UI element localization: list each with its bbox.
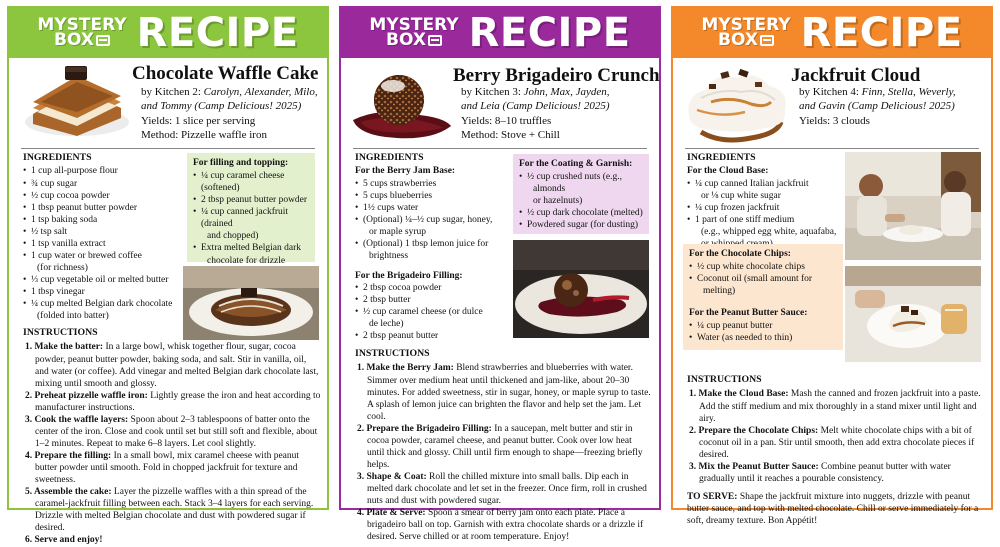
recipe-meta — [141, 85, 318, 142]
box-heading: For filling and topping: — [193, 158, 289, 168]
kitchen-credit-cont: and Leia (Camp Delicious! 2025) — [461, 100, 610, 113]
box-item: • Powdered sugar (for dusting) — [519, 219, 643, 231]
box-icon — [96, 35, 110, 46]
recipe-card-berry-brigadeiro-crunch — [339, 6, 661, 543]
recipe-title: Chocolate Waffle Cake — [132, 63, 319, 84]
recipe-title: Jackfruit Cloud — [791, 65, 921, 86]
ingredient-item-cont: brightness — [369, 250, 409, 261]
ingredient-item: • 2 tbsp cocoa powder — [355, 282, 515, 294]
ingredient-item: • 2 tbsp butter — [355, 294, 515, 306]
ingredient-item: • 1 tbsp peanut butter powder — [23, 202, 187, 214]
ingredients-list — [355, 152, 515, 342]
section-heading: For the Brigadeiro Filling: — [355, 270, 463, 281]
ingredient-item: • 1 cup water or brewed coffee — [23, 250, 187, 262]
recipe-card-chocolate-waffle-cake — [7, 6, 329, 546]
ingredient-item: • 1 cup all-purpose flour — [23, 165, 187, 177]
instruction-step: 2. Prepare the Chocolate Chips: Melt white chocolate chips with a bit of coconut oil in a pan. Stir until smooth, then add extra chocolate pieces if desired. — [689, 425, 975, 460]
ingredient-item: • Water (as needed to thin) — [689, 332, 837, 344]
instructions-heading: INSTRUCTIONS — [23, 327, 98, 338]
recipe-word: RECIPE — [468, 10, 631, 56]
divider — [353, 148, 647, 149]
ingredient-item: • Coconut oil (small amount for — [689, 273, 837, 285]
ingredient-item: • ¼ cup melted Belgian dark chocolate — [23, 298, 187, 310]
ingredient-item: • ¼ cup canned Italian jackfruit — [687, 178, 843, 190]
section-heading: For the Peanut Butter Sauce: — [689, 308, 808, 319]
filling-topping-box — [187, 153, 315, 266]
ingredient-item: • 5 cups strawberries — [355, 178, 515, 190]
mystery-box-logo: MYSTERY BOX — [701, 15, 791, 50]
ingredients-heading: INGREDIENTS — [23, 152, 92, 163]
kitchen-credit: by Kitchen 2: Carolyn, Alexander, Milo, — [141, 86, 318, 98]
instruction-step: 1. Make the batter: In a large bowl, whisk together flour, sugar, cocoa powder, peanut butter powder, baking soda, and salt. Stir in vanilla, oil, and water (or coffee). Add vinegar and melted Belgian dark chocolate last, mixing until smooth and glossy. — [25, 342, 319, 389]
instructions — [355, 348, 651, 543]
box-item: • ½ cup crushed nuts (e.g., — [519, 171, 643, 183]
ingredient-item: • 1½ cups water — [355, 202, 515, 214]
instruction-step: 3. Mix the Peanut Butter Sauce: Combine peanut butter with water gradually until it reaches a pourable consistency. — [689, 461, 951, 484]
ingredient-item: • ¾ cup sugar — [23, 178, 187, 190]
instruction-step: 2. Preheat pizzelle waffle iron: Lightly grease the iron and heat according to manufacturer instructions. — [25, 390, 321, 413]
ingredients-heading: INGREDIENTS — [687, 152, 756, 163]
mystery-box-logo: MYSTERY BOX — [369, 15, 459, 50]
kitchen-team-photo — [845, 152, 981, 260]
box-item-cont: or hazelnuts) — [533, 196, 583, 207]
ingredient-item: • ½ cup white chocolate chips — [689, 261, 837, 273]
recipe-word: RECIPE — [136, 10, 299, 56]
yields: Yields: 1 slice per serving — [141, 114, 256, 127]
instructions-heading: INSTRUCTIONS — [355, 348, 430, 359]
section-heading: For the Cloud Base: — [687, 166, 769, 177]
coating-garnish-box — [513, 154, 649, 234]
ingredient-item: • ½ tsp salt — [23, 226, 187, 238]
to-serve: TO SERVE: Shape the jackfruit mixture into nuggets, drizzle with peanut butter sauce, and top with melted chocolate. Chill or serve immediately for a soft, dreamy texture. Bon Appétit! — [687, 491, 979, 527]
box-item: • 2 tbsp peanut butter powder — [193, 194, 309, 206]
ingredients-list — [687, 152, 843, 250]
instruction-step: 1. Make the Cloud Base: Mash the canned and frozen jackfruit into a paste. Add the stiff medium and mix thoroughly in a stand mixer until light and airy. — [689, 389, 981, 424]
ingredient-item: • ½ cup cocoa powder — [23, 190, 187, 202]
kitchen-credit: by Kitchen 4: Finn, Stella, Weverly, — [799, 86, 956, 98]
box-heading: For the Coating & Garnish: — [519, 159, 633, 169]
ingredient-item-cont: (e.g., whipped egg white, aquafaba, — [701, 226, 837, 237]
instruction-step: 3. Shape & Coat: Roll the chilled mixture into small balls. Dip each in melted dark chocolate and let set in the freezer. Once firm, roll in crushed nuts and dust with powdered sugar. — [357, 472, 647, 507]
brigadeiro-photo — [513, 240, 649, 338]
ingredient-item: • ¼ cup frozen jackfruit — [687, 202, 843, 214]
divider — [685, 148, 979, 149]
card-banner — [673, 8, 991, 58]
card-banner — [9, 8, 327, 58]
chips-sauce-box — [683, 244, 843, 350]
ingredients-heading: INGREDIENTS — [355, 152, 424, 163]
recipe-card-jackfruit-cloud — [671, 6, 993, 527]
instruction-step: 6. Serve and enjoy! — [25, 535, 103, 546]
instructions — [23, 327, 321, 547]
section-heading: For the Chocolate Chips: — [689, 249, 791, 259]
box-item: • ¼ cup caramel cheese (softened) — [193, 170, 309, 194]
ingredient-item-cont: (for richness) — [37, 262, 88, 273]
plating-photo — [845, 266, 981, 362]
divider — [21, 148, 315, 149]
ingredient-item: • 1 part of one stiff medium — [687, 214, 843, 226]
box-item-cont: chocolate for drizzle — [207, 255, 286, 266]
jackfruit-cloud-image — [681, 62, 793, 146]
mystery-box-logo: MYSTERY BOX — [37, 15, 127, 50]
ingredient-item: • (Optional) ¼–½ cup sugar, honey, — [355, 214, 515, 226]
instruction-step: 4. Plate & Serve: Spoon a smear of berry jam onto each plate. Place a brigadeiro ball on top. Garnish with extra chocolate shards or a drizzle if desired. Serve chilled or at room temperature. Enjoy! — [357, 508, 644, 543]
box-item: • Extra melted Belgian dark — [193, 242, 309, 254]
box-item: • ¼ cup canned jackfruit (drained — [193, 206, 309, 230]
kitchen-credit: by Kitchen 3: John, Max, Jayden, — [461, 86, 610, 98]
method: Method: Pizzelle waffle iron — [141, 128, 267, 141]
recipe-word: RECIPE — [800, 10, 963, 56]
instructions-heading: INSTRUCTIONS — [687, 374, 762, 385]
ingredient-item: • 1 tsp baking soda — [23, 214, 187, 226]
kitchen-credit-cont: and Gavin (Camp Delicious! 2025) — [799, 100, 955, 113]
kitchen-credit-cont: and Tommy (Camp Delicious! 2025) — [141, 100, 302, 113]
instruction-step: 1. Make the Berry Jam: Blend strawberries and blueberries with water. Simmer over medium heat until thickened and jam-like, about 20–30 minutes. For added sweetness, stir in sugar, honey, or maple syrup to taste. A splash of lemon juice can brighten the flavor and help set the jam. Let cool. — [357, 363, 651, 422]
ingredient-item: • 2 tbsp peanut butter — [355, 330, 515, 342]
brigadeiro-image — [347, 64, 455, 144]
recipe-meta — [799, 85, 956, 128]
recipe-title: Berry Brigadeiro Crunch — [453, 65, 660, 86]
section-heading: For the Berry Jam Base: — [355, 166, 456, 177]
instruction-step: 4. Prepare the filling: In a small bowl, mix caramel cheese with peanut butter powder until smooth. Fold in chopped jackfruit for texture and sweetness. — [25, 451, 300, 486]
instruction-step: 5. Assemble the cake: Layer the pizzelle waffles with a thin spread of the caramel-jackfruit filling between each. Stack 3–4 layers for each serving. Drizzle with melted Belgian chocolate and dust with powdered sugar if desired. — [25, 487, 314, 534]
box-icon — [760, 35, 774, 46]
ingredient-item: • (Optional) 1 tbsp lemon juice for — [355, 238, 515, 250]
box-item-cont: and chopped) — [207, 231, 259, 242]
instruction-step: 3. Cook the waffle layers: Spoon about 2–3 tablespoons of batter onto the center of the iron. Close and cook until set but still soft and flexible, about 1–2 minutes. Repeat to make 6–8 layers. Let cool slightly. — [25, 414, 318, 449]
instructions — [687, 374, 983, 527]
ingredient-item: • 1 tbsp vinegar — [23, 286, 187, 298]
ingredient-item-cont: or ⅛ cup white sugar — [701, 190, 781, 201]
box-item-cont: almonds — [533, 184, 566, 195]
ingredients-list — [23, 152, 187, 322]
ingredient-item: • 1 tsp vanilla extract — [23, 238, 187, 250]
box-item: • ½ cup dark chocolate (melted) — [519, 207, 643, 219]
card-banner — [341, 8, 659, 58]
box-icon — [428, 35, 442, 46]
yields: Yields: 8–10 truffles — [461, 114, 552, 127]
yields: Yields: 3 clouds — [799, 114, 870, 127]
ingredient-item: • ⅓ cup vegetable oil or melted butter — [23, 274, 187, 286]
ingredient-item: • 5 cups blueberries — [355, 190, 515, 202]
ingredient-item-cont: or maple syrup — [369, 226, 426, 237]
ingredient-item-cont: de leche) — [369, 319, 404, 330]
ingredient-item: • ½ cup caramel cheese (or dulce — [355, 306, 515, 318]
instruction-step: 2. Prepare the Brigadeiro Filling: In a saucepan, melt butter and stir in cocoa powder, caramel cheese, and peanut butter. Cook over low heat until thick and glossy. Chill until firm enough to shape—freezing briefly helps. — [357, 423, 643, 470]
waffle-cake-image — [19, 62, 131, 142]
recipe-meta — [461, 85, 609, 142]
method: Method: Stove + Chill — [461, 128, 560, 141]
ingredient-item-cont: (folded into batter) — [37, 311, 109, 322]
ingredient-item-cont: melting) — [703, 286, 736, 297]
ingredient-item: • ¼ cup peanut butter — [689, 320, 837, 332]
